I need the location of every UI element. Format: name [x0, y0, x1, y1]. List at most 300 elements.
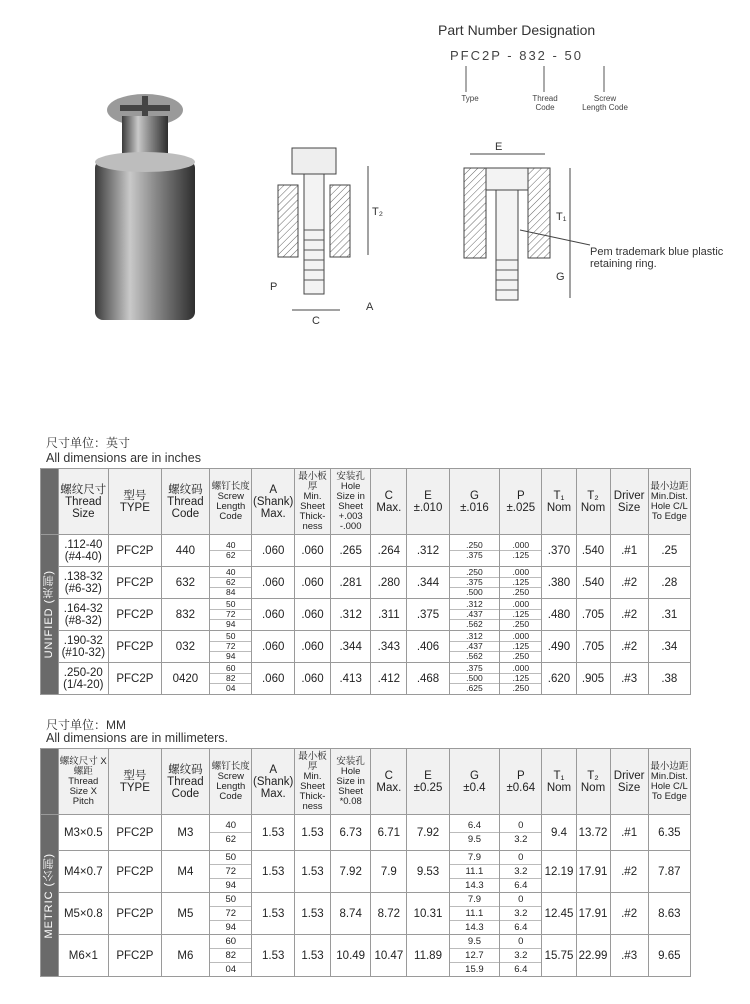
table-cell: .#1 [610, 815, 648, 851]
table-cell: M3×0.5 [58, 815, 109, 851]
table-cell: .264 [371, 535, 407, 567]
table-cell: 6.4 [514, 964, 528, 975]
table-cell: 14.3 [465, 922, 484, 933]
unified-spec-table [40, 468, 691, 695]
table-header-cell: T₂ [587, 769, 599, 782]
table-header-cell [210, 469, 252, 535]
table-cell: .#2 [610, 893, 648, 935]
table-header-cell [331, 469, 371, 535]
table-cell: .164-32 (#8-32) [58, 599, 109, 631]
table-cell: .437 [450, 642, 500, 652]
table-cell: .905 [576, 663, 610, 695]
table-cell: M3 [161, 815, 209, 851]
table-cell: .250 [512, 683, 530, 693]
part-number-title: Part Number Designation [438, 22, 596, 38]
cross-section-left [270, 148, 383, 327]
table-cell: .060 [294, 631, 330, 663]
table-header-cell: ±0.4 [463, 781, 486, 794]
table-cell: 6.35 [648, 815, 690, 851]
metric-side-label: METRIC (公制) [43, 852, 55, 939]
table-cell: .540 [576, 535, 610, 567]
table-header-cell: C [384, 489, 393, 502]
table-cell: 11.89 [407, 935, 449, 977]
table-header-cell: T₁ [553, 489, 565, 502]
table-cell: 15.75 [542, 935, 576, 977]
table-cell: 9.65 [648, 935, 690, 977]
table-header-cell: Screw Length Code [216, 490, 246, 522]
table-header-cell [294, 469, 330, 535]
table-cell: .250 [512, 587, 530, 597]
table-header-cell [648, 749, 690, 815]
table-cell: .312 [450, 632, 500, 642]
table-cell: .250 [450, 568, 500, 578]
table-cell [210, 535, 252, 567]
table-cell: 7.9 [450, 851, 500, 865]
table-cell: PFC2P [109, 599, 162, 631]
table-cell: 15.9 [465, 964, 484, 975]
table-cell [210, 567, 252, 599]
table-header-cell [161, 469, 209, 535]
table-cell: .412 [371, 663, 407, 695]
table-header-cell: ±.025 [506, 501, 536, 514]
table-cell: .060 [252, 535, 295, 567]
table-header-cell: Max. [376, 781, 402, 794]
table-cell: .000 [500, 632, 541, 642]
table-header-cell: Thread Size X Pitch [68, 775, 99, 807]
table-row [41, 567, 691, 599]
table-header-cell: G [469, 769, 479, 782]
table-cell: 10.31 [407, 893, 449, 935]
table-header-cell: 螺纹码 [168, 483, 203, 496]
table-cell: .625 [466, 683, 483, 693]
table-header-cell: Size [617, 781, 641, 794]
svg-text:A: A [366, 301, 374, 313]
table-cell: M5 [161, 893, 209, 935]
table-cell: .312 [407, 535, 449, 567]
table-header-cell [58, 469, 109, 535]
table-cell: 6.73 [331, 815, 371, 851]
table-header-cell [407, 749, 449, 815]
table-header-cell: 螺纹码 [168, 763, 203, 776]
table-cell: 04 [226, 683, 236, 693]
table-cell: 6.4 [514, 880, 528, 891]
table-cell: 12.19 [542, 851, 576, 893]
table-header-cell: A [269, 763, 278, 776]
table-header-cell: Nom [580, 781, 606, 794]
table-header-cell: 安装孔 [336, 470, 365, 482]
table-cell: 94 [226, 619, 236, 629]
table-header-cell: P [516, 489, 525, 502]
table-cell [449, 631, 500, 663]
table-cell: 12.45 [542, 893, 576, 935]
table-header-cell: Nom [546, 781, 572, 794]
table-header-cell [58, 749, 109, 815]
table-cell: 1.53 [294, 851, 330, 893]
table-cell: 3.2 [514, 834, 528, 845]
svg-text:P: P [270, 281, 278, 293]
table-cell [500, 599, 542, 631]
table-header-cell [407, 469, 449, 535]
table-cell [500, 851, 542, 893]
table-header-cell: Hole Size in Sheet +.003 -.000 [336, 480, 365, 532]
table-cell: .125 [512, 550, 530, 560]
table-cell: 0 [500, 851, 541, 865]
table-header-cell [109, 469, 162, 535]
table-header-cell: Thread Code [167, 495, 204, 520]
table-cell: .060 [294, 567, 330, 599]
table-cell: PFC2P [109, 631, 162, 663]
table-cell [500, 893, 542, 935]
table-cell: .380 [542, 567, 576, 599]
svg-text:C: C [312, 315, 320, 327]
table-cell: 1.53 [294, 893, 330, 935]
table-header-cell: Size [617, 501, 641, 514]
table-cell: 82 [210, 949, 251, 963]
svg-text:T₂: T₂ [372, 206, 383, 218]
pn-label-thread: Thread Code [532, 94, 558, 112]
table-cell: M5×0.8 [58, 893, 109, 935]
table-header-cell [542, 469, 576, 535]
fastener-diagram [0, 80, 750, 345]
table-cell: 40 [210, 568, 251, 578]
table-cell: .125 [500, 674, 541, 684]
table-header-cell: E [424, 769, 432, 782]
table-cell: 40 [210, 541, 251, 551]
table-cell: 10.49 [331, 935, 371, 977]
table-header-cell [41, 469, 59, 535]
table-cell: .437 [450, 610, 500, 620]
table-cell: 72 [210, 865, 251, 879]
table-cell: 3.2 [500, 907, 541, 921]
table-header-cell: A [269, 483, 278, 496]
table-header-cell: 最小边距 [650, 760, 689, 772]
table-header-cell: Nom [546, 501, 572, 514]
table-cell: .480 [542, 599, 576, 631]
table-header-cell: Hole Size in Sheet *0.08 [336, 765, 365, 807]
table-header-cell: T₂ [587, 489, 599, 502]
pn-label-type: Type [461, 94, 479, 103]
table-cell: .500 [466, 587, 483, 597]
table-header-cell [371, 469, 407, 535]
table-cell [449, 567, 500, 599]
table-cell: .265 [331, 535, 371, 567]
table-header-cell: 螺纹尺寸 X 螺距 [59, 755, 107, 777]
table-header-cell: 螺钉长度 [211, 760, 250, 772]
table-cell: .138-32 (#6-32) [58, 567, 109, 599]
table-header-cell [252, 469, 295, 535]
table-cell: 13.72 [576, 815, 610, 851]
table-header-cell [331, 749, 371, 815]
table-header-cell: P [516, 769, 525, 782]
table-cell: 1.53 [294, 935, 330, 977]
table-cell: .620 [542, 663, 576, 695]
table-cell: 1.53 [252, 851, 295, 893]
table-cell: 50 [210, 632, 251, 642]
table-cell: .375 [450, 578, 500, 588]
table-cell: PFC2P [109, 815, 162, 851]
table-header-cell: (Shank) Max. [253, 495, 294, 520]
table-cell: 11.1 [450, 907, 500, 921]
table-header-cell: 最小边距 [650, 480, 689, 492]
table-cell [210, 631, 252, 663]
table-cell [210, 815, 252, 851]
table-cell: .375 [450, 664, 500, 674]
table-cell: 72 [210, 642, 251, 652]
table-cell: .250 [512, 651, 530, 661]
table-cell: 60 [210, 664, 251, 674]
metric-title-cn: 尺寸单位：MM [46, 718, 126, 732]
table-cell [210, 851, 252, 893]
u-h-thread [59, 484, 109, 520]
table-cell: 0 [500, 893, 541, 907]
table-header-cell: E [424, 489, 432, 502]
table-cell: Thread Size [65, 495, 102, 520]
table-cell: 1.53 [294, 815, 330, 851]
table-cell: 94 [225, 880, 237, 891]
table-cell: 11.1 [450, 865, 500, 879]
table-cell: 螺纹尺寸 [60, 483, 107, 496]
table-cell [500, 631, 542, 663]
table-header-cell [449, 749, 500, 815]
metric-title-en: All dimensions are in millimeters. [46, 731, 229, 745]
table-cell: 8.63 [648, 893, 690, 935]
table-cell: 0 [500, 935, 541, 949]
table-header-cell: TYPE [119, 501, 150, 514]
svg-text:T₁: T₁ [556, 211, 567, 223]
table-header-cell: 型号 [123, 489, 147, 502]
table-cell: 6.4 [514, 922, 528, 933]
table-header-cell [210, 749, 252, 815]
table-cell: PFC2P [109, 567, 162, 599]
table-cell: .280 [371, 567, 407, 599]
svg-text:E: E [495, 141, 503, 153]
table-cell: 40 [210, 819, 251, 833]
table-header-cell [500, 749, 542, 815]
table-cell: .#2 [610, 599, 648, 631]
table-cell: .#2 [610, 567, 648, 599]
table-cell: .28 [648, 567, 690, 599]
table-header-cell: ±0.64 [506, 781, 536, 794]
table-cell: 7.92 [407, 815, 449, 851]
table-header-cell: 最小板厚 [298, 750, 327, 772]
table-row [41, 599, 691, 631]
table-cell [41, 535, 59, 695]
table-header-cell [252, 749, 295, 815]
table-header-cell: Driver [613, 769, 645, 782]
table-cell [500, 663, 542, 695]
table-header-cell: T₁ [553, 769, 565, 782]
table-cell [449, 815, 500, 851]
metric-header-row [41, 749, 691, 815]
table-cell: 84 [226, 587, 236, 597]
table-cell: .#3 [610, 663, 648, 695]
table-cell: .112-40 (#4-40) [58, 535, 109, 567]
table-cell: 7.92 [331, 851, 371, 893]
table-cell [500, 935, 542, 977]
table-cell: .060 [294, 599, 330, 631]
unified-title-cn: 尺寸单位：英寸 [46, 436, 131, 450]
table-cell: 632 [161, 567, 209, 599]
table-cell: .060 [252, 599, 295, 631]
table-header-cell [294, 749, 330, 815]
table-cell: 832 [161, 599, 209, 631]
table-cell: .312 [450, 600, 500, 610]
table-cell: .#2 [610, 851, 648, 893]
table-cell: .000 [500, 541, 541, 551]
table-cell [500, 815, 542, 851]
table-cell: 14.3 [465, 880, 484, 891]
table-cell [449, 535, 500, 567]
table-cell [500, 535, 542, 567]
table-cell: 9.53 [407, 851, 449, 893]
table-cell: 6.4 [450, 819, 500, 833]
table-cell: .125 [500, 610, 541, 620]
table-cell: 9.5 [467, 834, 482, 845]
table-cell: 6.71 [371, 815, 407, 851]
table-header-cell: Screw Length Code [216, 770, 246, 802]
table-cell: .311 [371, 599, 407, 631]
table-cell: .000 [500, 664, 541, 674]
table-cell: 62 [226, 550, 236, 560]
table-header-cell: ±0.25 [413, 781, 443, 794]
table-cell: .500 [450, 674, 500, 684]
table-header-cell: (Shank) Max. [253, 775, 294, 800]
table-cell: .344 [331, 631, 371, 663]
table-cell: 17.91 [576, 851, 610, 893]
table-header-cell: 最小板厚 [298, 470, 327, 492]
table-header-cell [109, 749, 162, 815]
pn-label-length: Screw Length Code [582, 94, 628, 112]
table-cell: 7.9 [371, 851, 407, 893]
table-cell: 94 [225, 922, 237, 933]
table-cell: .281 [331, 567, 371, 599]
table-cell: .413 [331, 663, 371, 695]
table-header-cell [576, 469, 610, 535]
table-cell: 62 [225, 834, 237, 845]
table-cell: .375 [466, 550, 483, 560]
table-row [41, 851, 691, 893]
table-header-cell: C [384, 769, 393, 782]
table-cell: 9.4 [542, 815, 576, 851]
table-cell: .375 [407, 599, 449, 631]
table-cell [210, 663, 252, 695]
table-cell: 12.7 [450, 949, 500, 963]
table-cell: 50 [210, 600, 251, 610]
table-header-cell: Min.Dist. Hole C/L To Edge [650, 490, 688, 522]
table-cell: .468 [407, 663, 449, 695]
table-header-cell: 安装孔 [336, 755, 365, 767]
table-header-cell: 螺钉长度 [211, 480, 250, 492]
table-cell: .000 [500, 600, 541, 610]
table-cell: .060 [252, 631, 295, 663]
table-header-cell: TYPE [119, 781, 150, 794]
table-cell: .562 [466, 619, 483, 629]
table-cell [449, 599, 500, 631]
table-cell [210, 935, 252, 977]
table-header-cell: Min. Sheet Thick- ness [299, 770, 326, 812]
table-cell: .060 [252, 663, 295, 695]
table-cell: M4 [161, 851, 209, 893]
table-cell: .705 [576, 631, 610, 663]
table-cell: .060 [252, 567, 295, 599]
table-cell: .125 [500, 578, 541, 588]
table-cell [500, 567, 542, 599]
table-cell: PFC2P [109, 893, 162, 935]
table-header-cell: Driver [613, 489, 645, 502]
table-cell [449, 893, 500, 935]
table-row [41, 663, 691, 695]
table-header-cell [610, 749, 648, 815]
table-cell: .#3 [610, 935, 648, 977]
table-cell: .000 [500, 568, 541, 578]
table-cell: .060 [294, 663, 330, 695]
table-header-cell [449, 469, 500, 535]
table-cell: 1.53 [252, 815, 295, 851]
table-cell: 3.2 [500, 949, 541, 963]
table-cell: 8.72 [371, 893, 407, 935]
table-cell: 1.53 [252, 935, 295, 977]
table-header-cell [500, 469, 542, 535]
table-cell: 0420 [161, 663, 209, 695]
unified-side-label: UNIFIED (英制) [43, 570, 55, 659]
table-row [41, 893, 691, 935]
table-cell [449, 935, 500, 977]
table-cell: .31 [648, 599, 690, 631]
table-cell: 9.5 [450, 935, 500, 949]
table-cell: 72 [210, 907, 251, 921]
metric-spec-table [40, 748, 691, 977]
table-cell: 72 [210, 610, 251, 620]
table-cell: M6 [161, 935, 209, 977]
table-cell: 04 [225, 964, 237, 975]
table-cell: .34 [648, 631, 690, 663]
table-cell [449, 663, 500, 695]
svg-text:G: G [556, 271, 565, 283]
unified-title-en: All dimensions are in inches [46, 451, 201, 465]
table-header-cell: ±.016 [460, 501, 489, 514]
table-header-cell [576, 749, 610, 815]
table-cell: 82 [210, 674, 251, 684]
table-row [41, 815, 691, 851]
table-cell: 60 [210, 935, 251, 949]
table-header-cell [41, 749, 59, 815]
table-cell: .370 [542, 535, 576, 567]
table-cell: .250 [450, 541, 500, 551]
table-cell: .312 [331, 599, 371, 631]
table-header-cell: Min. Sheet Thick- ness [299, 490, 326, 532]
fastener-photo [95, 94, 195, 320]
table-cell: 62 [210, 578, 251, 588]
table-row [41, 631, 691, 663]
table-cell: 7.87 [648, 851, 690, 893]
table-cell: .343 [371, 631, 407, 663]
table-cell [449, 851, 500, 893]
table-cell: .125 [500, 642, 541, 652]
part-number-code: PFC2P - 832 - 50 [450, 48, 583, 63]
table-cell: M4×0.7 [58, 851, 109, 893]
table-header-cell: ±.010 [413, 501, 443, 514]
table-cell: 50 [210, 851, 251, 865]
table-cell: .190-32 (#10-32) [58, 631, 109, 663]
table-header-cell [610, 469, 648, 535]
table-cell: .250-20 (1/4-20) [58, 663, 109, 695]
retaining-ring-callout: Pem trademark blue plastic retaining ring. [590, 246, 724, 270]
table-cell: .705 [576, 599, 610, 631]
table-header-cell: Min.Dist. Hole C/L To Edge [650, 770, 688, 802]
table-cell: .#2 [610, 631, 648, 663]
table-cell: .344 [407, 567, 449, 599]
table-header-cell: G [469, 489, 479, 502]
